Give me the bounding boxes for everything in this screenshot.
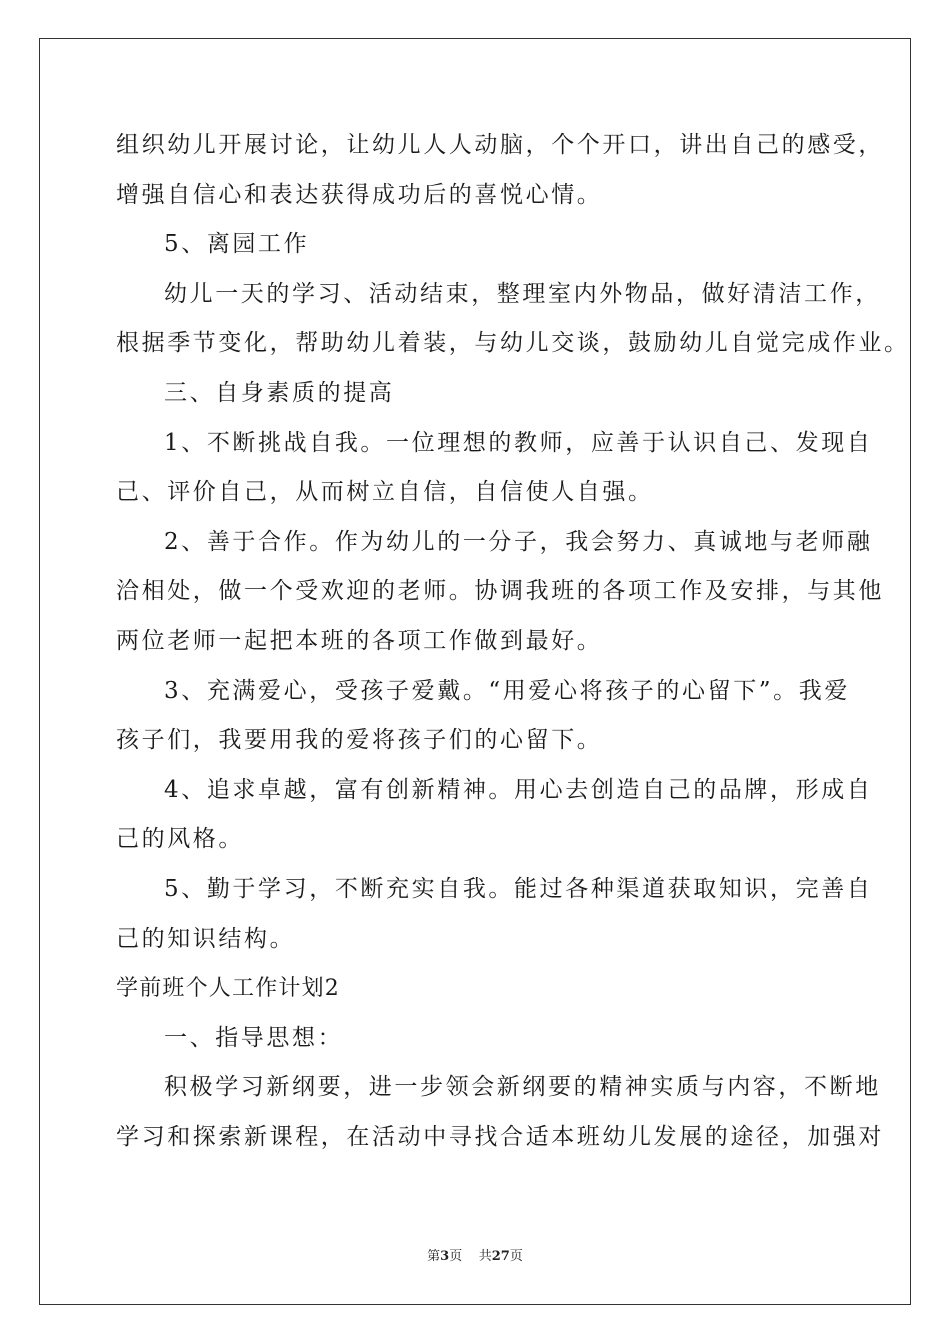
text-line: 组织幼儿开展讨论，让幼儿人人动脑，个个开口，讲出自己的感受， — [116, 132, 884, 158]
text-line: 己的风格。 — [116, 826, 244, 853]
text-line: 5、勤于学习，不断充实自我。能过各种渠道获取知识，完善自 — [164, 875, 873, 902]
text-line: 增强自信心和表达获得成功后的喜悦心情。 — [116, 181, 603, 208]
document-title: 学前班个人工作计划2 — [116, 976, 340, 1002]
text-line: 己的知识结构。 — [116, 925, 296, 952]
text-line: 幼儿一天的学习、活动结束，整理室内外物品，做好清洁工作， — [164, 280, 881, 307]
text-line: 1、不断挑战自我。一位理想的教师，应善于认识自己、发现自 — [164, 429, 873, 456]
document-body — [116, 121, 910, 1162]
text-line: 孩子们，我要用我的爱将孩子们的心留下。 — [116, 727, 603, 754]
footer-total-unit: 页 — [509, 1249, 523, 1264]
footer-total-prefix: 共 — [478, 1249, 492, 1264]
total-page-number: 27 — [491, 1249, 510, 1264]
text-line: 洽相处，做一个受欢迎的老师。协调我班的各项工作及安排，与其他 — [116, 578, 884, 605]
page-footer — [0, 1245, 950, 1264]
text-line: 学习和探索新课程，在活动中寻找合适本班幼儿发展的途径，加强对 — [116, 1123, 884, 1150]
text-line: 3、充满爱心，受孩子爱戴。“用爱心将孩子的心留下”。我爱 — [164, 677, 850, 704]
text-line: 4、追求卓越，富有创新精神。用心去创造自己的品牌，形成自 — [164, 776, 873, 803]
text-line: 两位老师一起把本班的各项工作做到最好。 — [116, 627, 603, 654]
text-line: 2、善于合作。作为幼儿的一分子，我会努力、真诚地与老师融 — [164, 528, 873, 555]
current-page-number: 3 — [440, 1249, 450, 1264]
footer-prefix: 第 — [427, 1249, 441, 1264]
section-heading: 5、离园工作 — [164, 231, 310, 258]
section-heading: 一、指导思想： — [164, 1024, 344, 1051]
footer-page-unit: 页 — [449, 1249, 463, 1264]
section-heading: 三、自身素质的提高 — [164, 379, 395, 406]
text-line: 根据季节变化，帮助幼儿着装，与幼儿交谈，鼓励幼儿自觉完成作业。 — [116, 330, 910, 357]
text-line: 积极学习新纲要，进一步领会新纲要的精神实质与内容，不断地 — [164, 1074, 881, 1101]
text-line: 己、评价自己，从而树立自信，自信使人自强。 — [116, 479, 654, 506]
